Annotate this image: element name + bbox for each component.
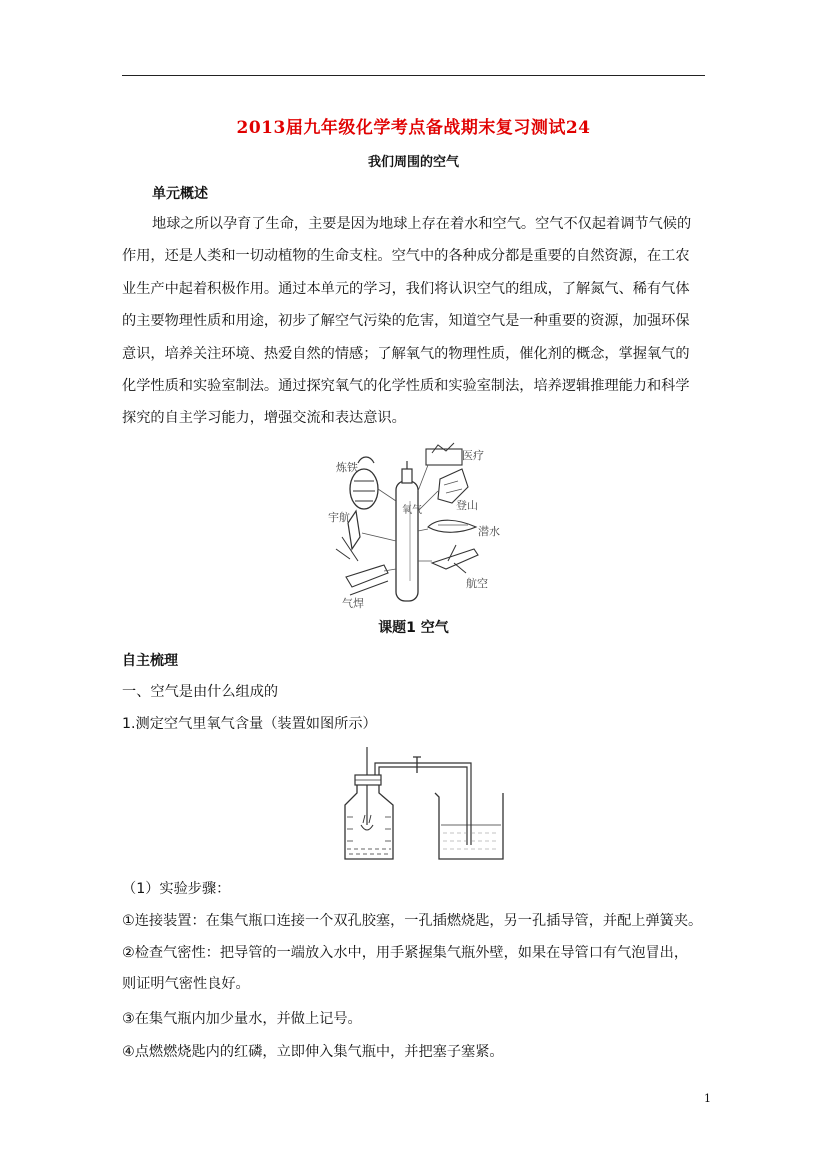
overview-paragraph — [122, 208, 707, 435]
document-title: 2013届九年级化学考点备战期末复习测试24 — [236, 118, 591, 138]
mountaineer-shape — [438, 469, 468, 503]
step-4: ④点燃燃烧匙内的红磷，立即伸入集气瓶中，并把塞子塞紧。 — [122, 1044, 504, 1060]
part-one-heading: 一、空气是由什么组成的 — [122, 684, 279, 700]
step-2-cont: 则证明气密性良好。 — [122, 976, 250, 992]
overview-line: 的主要物理性质和用途，初步了解空气污染的危害，知道空气是一种重要的资源，加强环保 — [122, 313, 690, 330]
figure-label-mountaineering: 登山 — [456, 499, 478, 512]
medical-bed-shape — [426, 449, 462, 465]
spring-clamp — [413, 757, 421, 773]
figure-label-welding: 气焊 — [342, 597, 364, 609]
oxygen-uses-illustration — [328, 441, 503, 609]
cylinder-valve — [402, 469, 412, 483]
step-3: ③在集气瓶内加少量水，并做上记号。 — [122, 1011, 362, 1027]
overview-line: 业生产中起着积极作用。通过本单元的学习，我们将认识空气的组成，了解氮气、稀有气体 — [122, 280, 690, 297]
oxygen-content-apparatus-diagram — [335, 745, 510, 865]
steps-heading: （1）实验步骤： — [122, 881, 231, 897]
lesson-caption: 课题1 空气 — [378, 620, 449, 636]
section-heading: 自主梳理 — [122, 653, 178, 669]
overview-line: 化学性质和实验室制法。通过探究氧气的化学性质和实验室制法，培养逻辑推理能力和科学 — [122, 378, 690, 395]
overview-line: 地球之所以孕育了生命，主要是因为地球上存在着水和空气。空气不仅起着调节气候的 — [152, 216, 692, 232]
page-number: 1 — [704, 1092, 711, 1105]
diver-shape — [428, 520, 476, 532]
header-rule — [122, 75, 705, 76]
oxygen-cylinder — [396, 481, 418, 601]
aircraft-shape — [432, 549, 478, 569]
step-1: ①连接装置：在集气瓶口连接一个双孔胶塞，一孔插燃烧匙，另一孔插导管，并配上弹簧夹。 — [122, 913, 703, 929]
figure-label-oxygen-1: 氧气 — [402, 505, 422, 516]
delivery-tube — [375, 763, 471, 845]
overview-heading: 单元概述 — [152, 186, 208, 202]
overview-line: 探究的自主学习能力，增强交流和表达意识。 — [122, 410, 406, 427]
figure-label-diving: 潜水 — [478, 525, 500, 538]
overview-line: 意识，培养关注环境、热爱自然的情感；了解氧气的物理性质，催化剂的概念，掌握氧气的 — [122, 345, 690, 362]
blast-furnace-shape — [350, 469, 378, 509]
document-subtitle: 我们周围的空气 — [367, 155, 459, 170]
step-2: ②检查气密性：把导管的一端放入水中，用手紧握集气瓶外壁，如果在导管口有气泡冒出， — [122, 945, 689, 961]
item-one-text: 1.测定空气里氧气含量（装置如图所示） — [122, 716, 377, 732]
figure-label-ironmaking: 炼铁 — [336, 461, 358, 474]
overview-line: 作用，还是人类和一切动植物的生命支柱。空气中的各种成分都是重要的自然资源，在工农 — [122, 248, 690, 265]
figure-label-aviation: 航空 — [466, 577, 488, 590]
figure-label-aerospace: 宇航 — [328, 511, 350, 524]
figure-label-medical: 医疗 — [462, 449, 484, 462]
